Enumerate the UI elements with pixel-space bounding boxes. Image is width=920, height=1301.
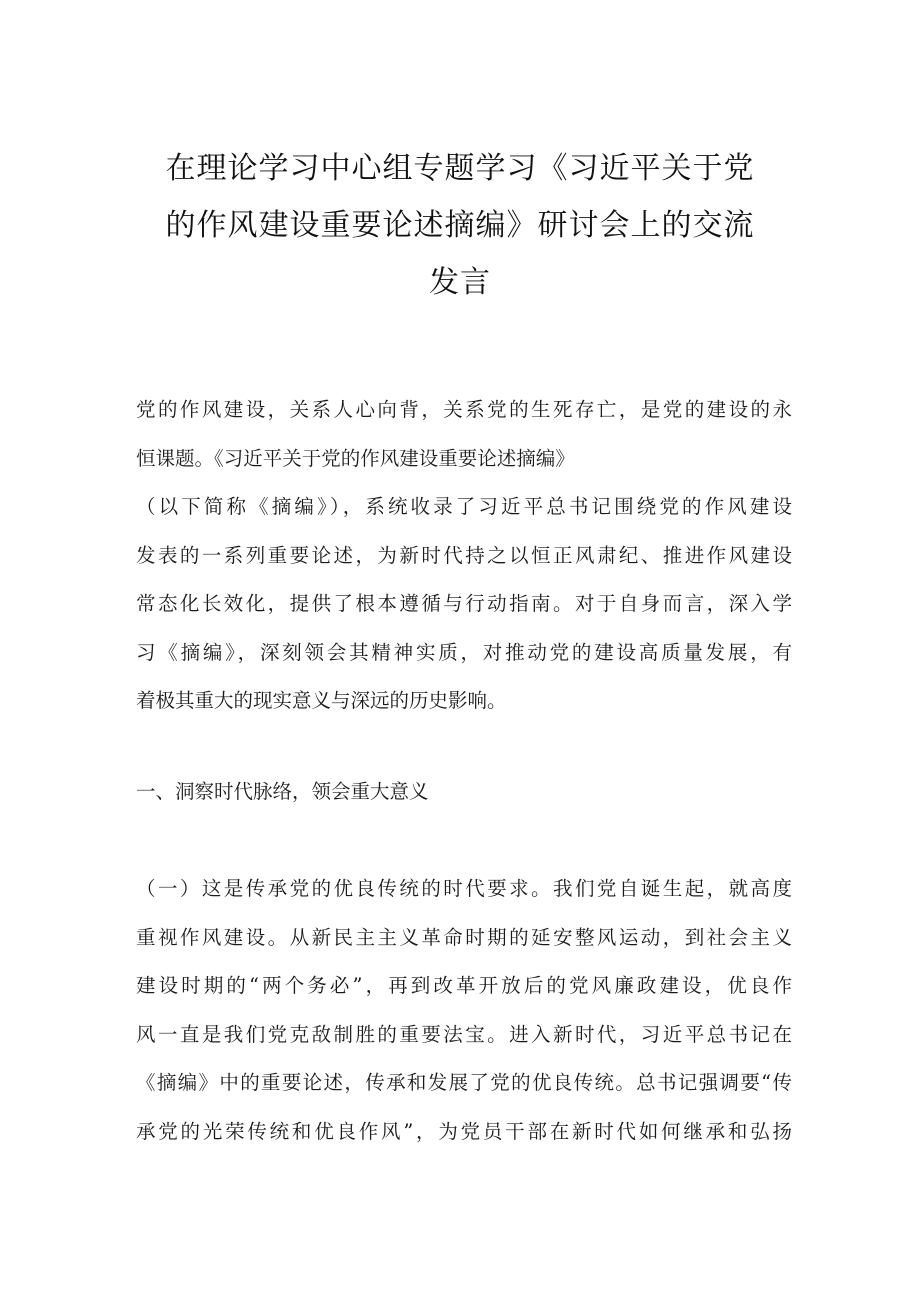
text-line: （以下简称《摘编》），系统收录了习近平总书记围绕党的作风建设 xyxy=(136,495,792,518)
text-line: 承党的光荣传统和优良作风”，为党员干部在新时代如何继承和弘扬 xyxy=(136,1119,792,1143)
title-line: 在理论学习中心组专题学习《习近平关于党 xyxy=(165,151,755,186)
intro-paragraph xyxy=(136,386,792,726)
text-line: 《摘编》中的重要论述，传承和发展了党的优良传统。总书记强调要“传 xyxy=(136,1071,792,1094)
text-line: 建设时期的“两个务必”，再到改革开放后的党风廉政建设，优良作 xyxy=(136,974,792,997)
text-line: 风一直是我们党克敌制胜的重要法宝。进入新时代，习近平总书记在 xyxy=(136,1022,792,1046)
document-title xyxy=(130,140,790,311)
title-line: 发言 xyxy=(429,265,491,300)
section-paragraph xyxy=(136,865,792,1156)
text-line: 重视作风建设。从新民主主义革命时期的延安整风运动，到社会主义 xyxy=(136,925,792,949)
title-line: 的作风建设重要论述摘编》研讨会上的交流 xyxy=(165,208,755,243)
text-line: 常态化长效化，提供了根本遵循与行动指南。对于自身而言，深入学 xyxy=(136,592,792,615)
section-heading-text: 一、洞察时代脉络，领会重大意义 xyxy=(136,780,429,803)
text-line: 恒课题。《习近平关于党的作风建设重要论述摘编》 xyxy=(136,446,575,470)
text-line: 着极其重大的现实意义与深远的历史影响。 xyxy=(136,689,507,712)
text-line: 发表的一系列重要论述，为新时代持之以恒正风肃纪、推进作风建设 xyxy=(136,543,792,567)
text-line: 习《摘编》，深刻领会其精神实质，对推动党的建设高质量发展，有 xyxy=(136,640,792,664)
section-heading xyxy=(136,768,792,817)
text-line: （一）这是传承党的优良传统的时代要求。我们党自诞生起，就高度 xyxy=(136,877,792,900)
text-line: 党的作风建设，关系人心向背，关系党的生死存亡，是党的建设的永 xyxy=(136,398,792,421)
